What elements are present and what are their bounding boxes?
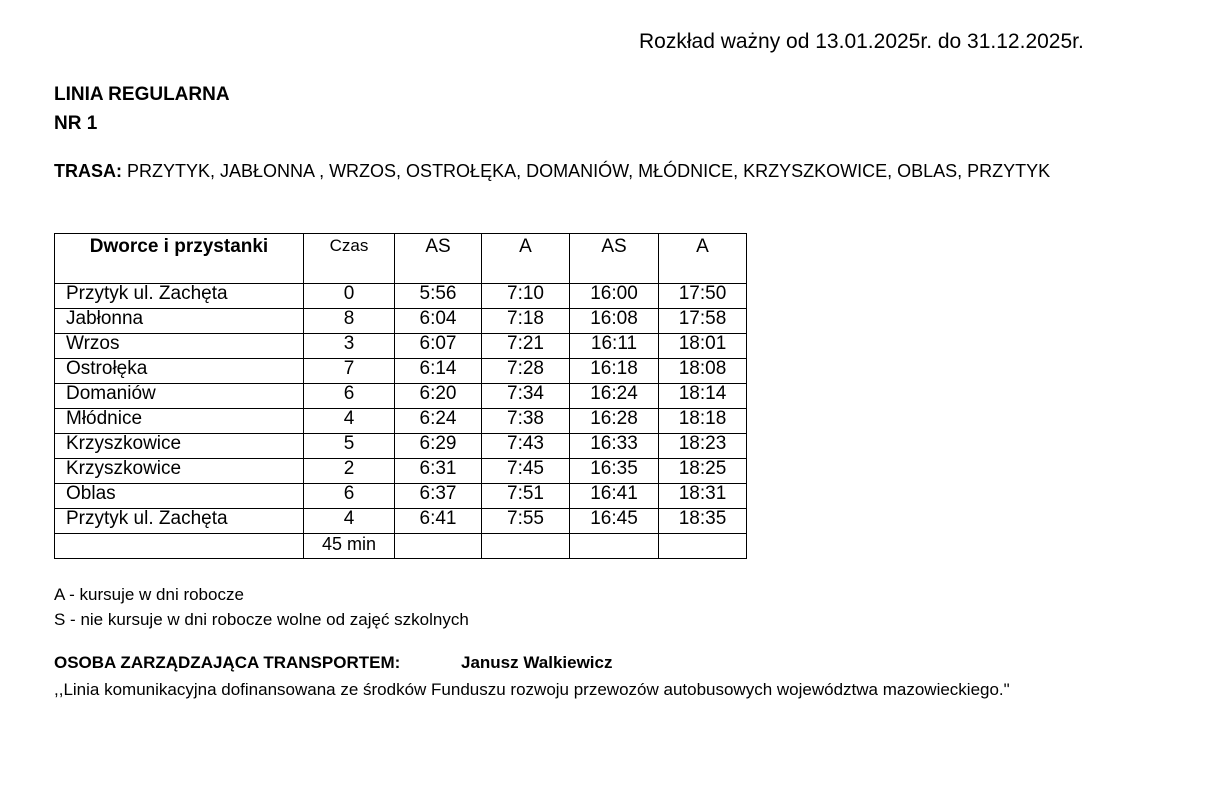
table-row [55, 384, 747, 409]
stop-name: Domaniów [55, 384, 304, 409]
header-stops: Dworce i przystanki [55, 234, 304, 284]
departure-course-3: 16:11 [570, 334, 659, 359]
total-empty-cell [482, 534, 570, 559]
departure-course-3: 16:24 [570, 384, 659, 409]
stop-name: Ostrołęka [55, 359, 304, 384]
route [54, 161, 1050, 182]
departure-course-4: 18:25 [659, 459, 747, 484]
total-empty-cell [659, 534, 747, 559]
travel-time: 2 [304, 459, 395, 484]
timetable [54, 233, 747, 559]
travel-time: 0 [304, 284, 395, 309]
table-row [55, 359, 747, 384]
departure-course-2: 7:38 [482, 409, 570, 434]
departure-course-4: 17:58 [659, 309, 747, 334]
header-course-1: AS [395, 234, 482, 284]
stop-name: Wrzos [55, 334, 304, 359]
departure-course-2: 7:55 [482, 509, 570, 534]
header-course-3: AS [570, 234, 659, 284]
table-row [55, 484, 747, 509]
departure-course-1: 6:41 [395, 509, 482, 534]
departure-course-3: 16:00 [570, 284, 659, 309]
departure-course-3: 16:41 [570, 484, 659, 509]
transport-manager [54, 653, 613, 673]
departure-course-1: 6:24 [395, 409, 482, 434]
legend [54, 582, 469, 632]
stop-name: Krzyszkowice [55, 434, 304, 459]
travel-time: 6 [304, 484, 395, 509]
departure-course-4: 18:14 [659, 384, 747, 409]
travel-time: 3 [304, 334, 395, 359]
table-row [55, 334, 747, 359]
departure-course-3: 16:33 [570, 434, 659, 459]
departure-course-1: 6:14 [395, 359, 482, 384]
manager-name: Janusz Walkiewicz [461, 653, 613, 672]
departure-course-4: 18:23 [659, 434, 747, 459]
departure-course-2: 7:10 [482, 284, 570, 309]
travel-time: 8 [304, 309, 395, 334]
line-heading [54, 80, 230, 138]
total-time: 45 min [304, 534, 395, 559]
table-row [55, 284, 747, 309]
departure-course-4: 18:08 [659, 359, 747, 384]
travel-time: 4 [304, 409, 395, 434]
departure-course-3: 16:08 [570, 309, 659, 334]
departure-course-4: 17:50 [659, 284, 747, 309]
departure-course-3: 16:28 [570, 409, 659, 434]
departure-course-2: 7:34 [482, 384, 570, 409]
timetable-total-row [55, 534, 747, 559]
line-number: NR 1 [54, 113, 98, 134]
table-row [55, 509, 747, 534]
legend-a: A - kursuje w dni robocze [54, 585, 244, 604]
route-stops: PRZYTYK, JABŁONNA , WRZOS, OSTROŁĘKA, DOMANIÓW, MŁÓDNICE, KRZYSZKOWICE, OBLAS, PRZYTYK [127, 161, 1051, 181]
stop-name: Przytyk ul. Zachęta [55, 284, 304, 309]
stop-name: Młódnice [55, 409, 304, 434]
departure-course-2: 7:51 [482, 484, 570, 509]
departure-course-3: 16:45 [570, 509, 659, 534]
departure-course-2: 7:21 [482, 334, 570, 359]
travel-time: 4 [304, 509, 395, 534]
travel-time: 5 [304, 434, 395, 459]
manager-label: OSOBA ZARZĄDZAJĄCA TRANSPORTEM: [54, 653, 401, 672]
departure-course-2: 7:28 [482, 359, 570, 384]
total-empty-cell [55, 534, 304, 559]
stop-name: Przytyk ul. Zachęta [55, 509, 304, 534]
table-row [55, 434, 747, 459]
departure-course-1: 6:37 [395, 484, 482, 509]
legend-s: S - nie kursuje w dni robocze wolne od zajęć szkolnych [54, 610, 469, 629]
departure-course-1: 6:29 [395, 434, 482, 459]
header-course-4: A [659, 234, 747, 284]
departure-course-2: 7:45 [482, 459, 570, 484]
departure-course-1: 6:07 [395, 334, 482, 359]
validity-period: Rozkład ważny od 13.01.2025r. do 31.12.2025r. [639, 30, 1084, 53]
funding-note: ,,Linia komunikacyjna dofinansowana ze środków Funduszu rozwoju przewozów autobusowych województwa mazowieckiego." [54, 680, 1010, 699]
table-row [55, 409, 747, 434]
stop-name: Oblas [55, 484, 304, 509]
departure-course-2: 7:18 [482, 309, 570, 334]
departure-course-1: 5:56 [395, 284, 482, 309]
departure-course-4: 18:18 [659, 409, 747, 434]
travel-time: 7 [304, 359, 395, 384]
departure-course-4: 18:31 [659, 484, 747, 509]
total-empty-cell [395, 534, 482, 559]
stop-name: Jabłonna [55, 309, 304, 334]
departure-course-3: 16:18 [570, 359, 659, 384]
line-title: LINIA REGULARNA [54, 84, 230, 105]
table-row [55, 309, 747, 334]
departure-course-4: 18:01 [659, 334, 747, 359]
departure-course-1: 6:31 [395, 459, 482, 484]
travel-time: 6 [304, 384, 395, 409]
table-row [55, 459, 747, 484]
departure-course-3: 16:35 [570, 459, 659, 484]
departure-course-4: 18:35 [659, 509, 747, 534]
departure-course-2: 7:43 [482, 434, 570, 459]
route-label: TRASA: [54, 161, 122, 181]
departure-course-1: 6:20 [395, 384, 482, 409]
departure-course-1: 6:04 [395, 309, 482, 334]
timetable-header-row [55, 234, 747, 284]
total-empty-cell [570, 534, 659, 559]
header-course-2: A [482, 234, 570, 284]
header-czas: Czas [304, 234, 395, 284]
stop-name: Krzyszkowice [55, 459, 304, 484]
